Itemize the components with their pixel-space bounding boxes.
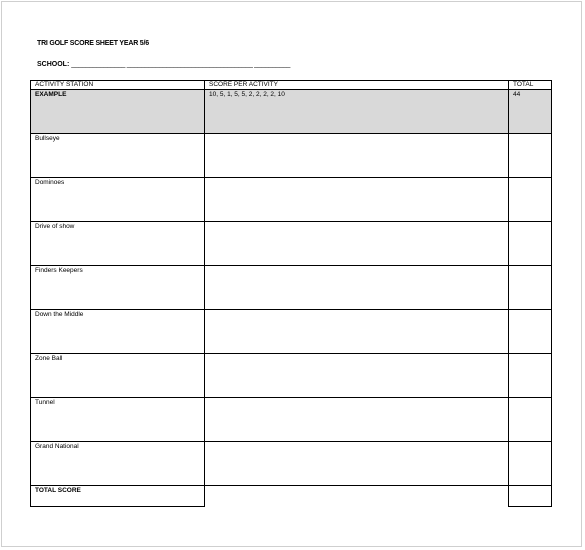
header-total: TOTAL bbox=[509, 81, 552, 90]
score-cell[interactable] bbox=[205, 134, 509, 178]
table-row bbox=[31, 398, 552, 442]
score-cell[interactable] bbox=[205, 266, 509, 310]
station-name: Bullseye bbox=[31, 134, 205, 178]
total-cell[interactable] bbox=[509, 442, 552, 486]
total-cell[interactable] bbox=[509, 178, 552, 222]
table-header-row bbox=[31, 81, 552, 90]
school-blank-line: _______________ ___________________________________ __________ bbox=[71, 61, 291, 68]
total-score-label: TOTAL SCORE bbox=[31, 486, 205, 507]
station-name: Finders Keepers bbox=[31, 266, 205, 310]
example-scores: 10, 5, 1, 5, 5, 2, 2, 2, 2, 10 bbox=[205, 90, 509, 134]
score-cell[interactable] bbox=[205, 310, 509, 354]
score-table bbox=[30, 80, 552, 507]
score-cell[interactable] bbox=[205, 354, 509, 398]
station-name: Grand National bbox=[31, 442, 205, 486]
grand-total-cell[interactable] bbox=[509, 486, 552, 507]
station-name: Tunnel bbox=[31, 398, 205, 442]
station-name: Drive of show bbox=[31, 222, 205, 266]
table-row bbox=[31, 310, 552, 354]
table-row bbox=[31, 442, 552, 486]
total-cell[interactable] bbox=[509, 398, 552, 442]
station-name: Dominoes bbox=[31, 178, 205, 222]
total-cell[interactable] bbox=[509, 222, 552, 266]
header-score-per-activity: SCORE PER ACTIVITY bbox=[205, 81, 509, 90]
station-name: Down the Middle bbox=[31, 310, 205, 354]
table-row bbox=[31, 178, 552, 222]
header-activity-station: ACTIVITY STATION bbox=[31, 81, 205, 90]
score-cell[interactable] bbox=[205, 442, 509, 486]
table-row bbox=[31, 266, 552, 310]
score-cell[interactable] bbox=[205, 222, 509, 266]
total-score-row bbox=[31, 486, 552, 507]
school-field bbox=[37, 61, 290, 68]
table-row bbox=[31, 354, 552, 398]
score-cell[interactable] bbox=[205, 178, 509, 222]
total-score-spacer bbox=[205, 486, 509, 507]
example-total: 44 bbox=[509, 90, 552, 134]
example-label: EXAMPLE bbox=[31, 90, 205, 134]
sheet-title: TRI GOLF SCORE SHEET YEAR 5/6 bbox=[37, 40, 149, 47]
example-row bbox=[31, 90, 552, 134]
total-cell[interactable] bbox=[509, 134, 552, 178]
total-cell[interactable] bbox=[509, 354, 552, 398]
school-label: SCHOOL: bbox=[37, 61, 70, 68]
total-cell[interactable] bbox=[509, 310, 552, 354]
score-cell[interactable] bbox=[205, 398, 509, 442]
total-cell[interactable] bbox=[509, 266, 552, 310]
table-row bbox=[31, 134, 552, 178]
station-name: Zone Ball bbox=[31, 354, 205, 398]
table-row bbox=[31, 222, 552, 266]
